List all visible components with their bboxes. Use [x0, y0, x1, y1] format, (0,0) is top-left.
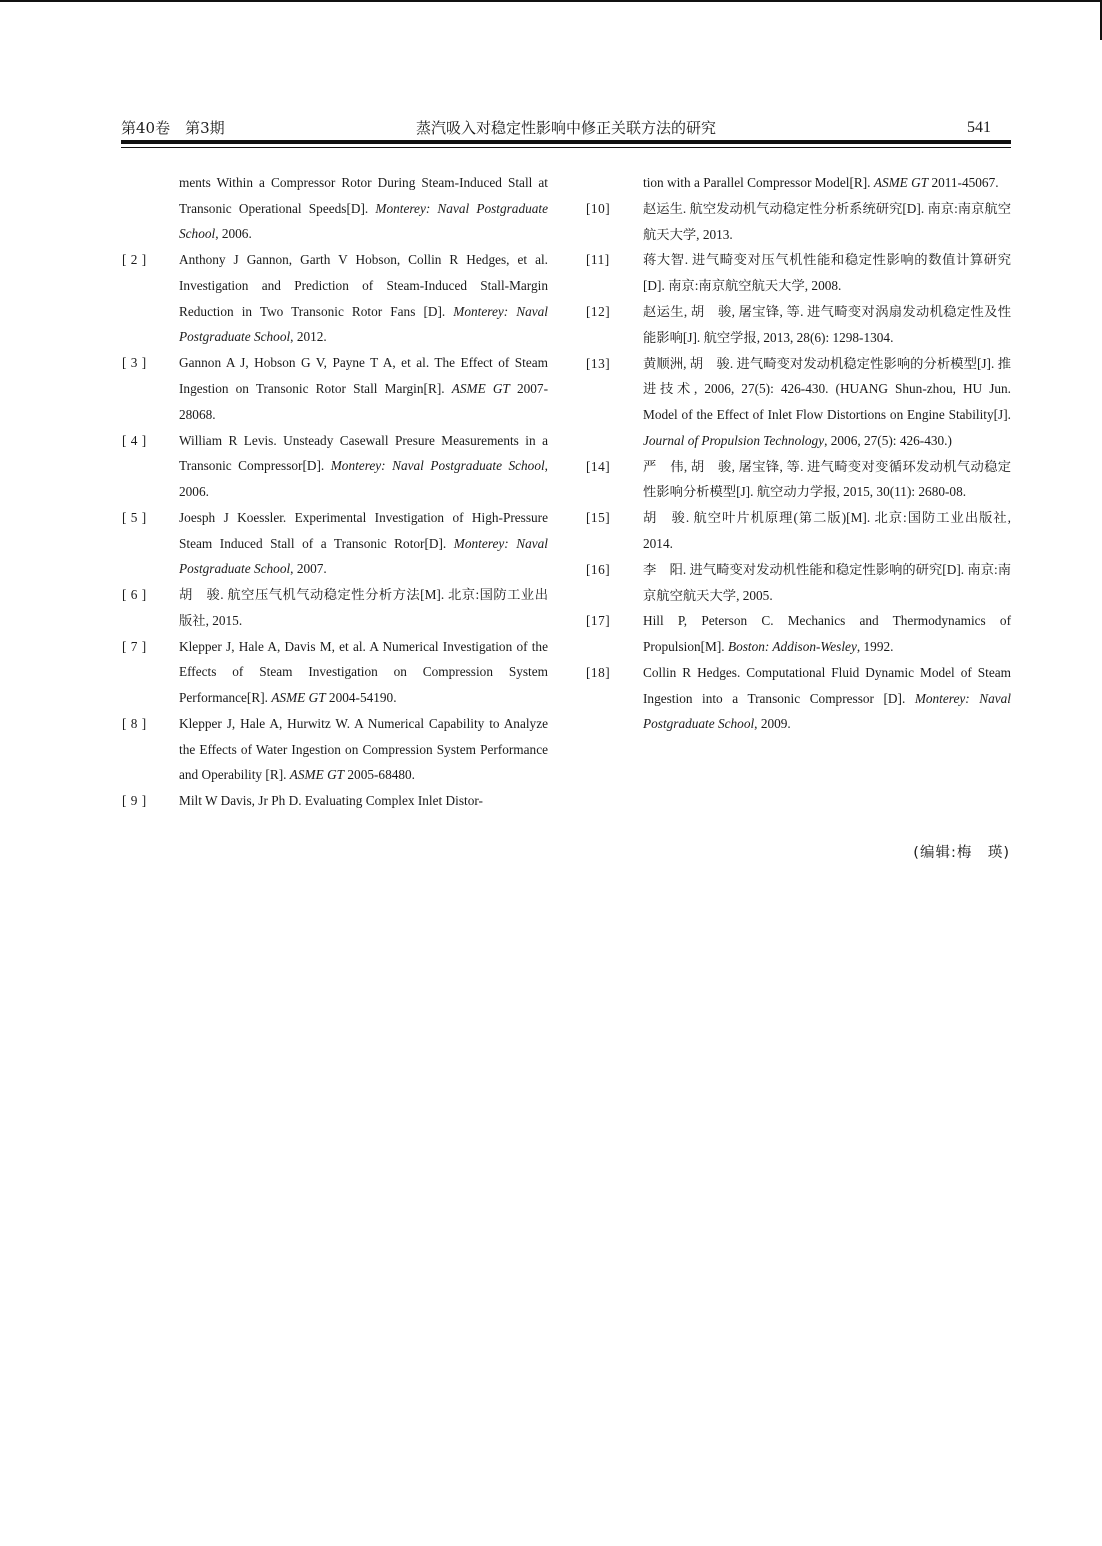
reference-number: [ 2 ] — [122, 252, 147, 268]
reference-segment: Klepper J, Hale A, Davis M, et al. A Numerical Investigation of the Effects of Steam Investigation on Compression System Performance[R]. — [179, 638, 548, 706]
reference-number: [ 9 ] — [122, 793, 147, 809]
reference-italic-segment: Monterey: Naval Postgraduate School — [330, 458, 545, 474]
reference-segment: 胡 骏. 航空叶片机原理(第二版)[M]. 北京:国防工业出版社, 2014. — [643, 510, 1011, 551]
reference-text — [179, 711, 548, 788]
reference-item — [586, 196, 1011, 247]
reference-segment: , 2007. — [290, 561, 327, 577]
reference-segment: 2007-28068. — [179, 381, 548, 422]
reference-number: [18] — [586, 665, 611, 681]
reference-item — [122, 505, 548, 582]
reference-text — [643, 299, 1011, 350]
reference-item — [586, 454, 1011, 505]
reference-number: [ 7 ] — [122, 638, 147, 654]
reference-number: [ 8 ] — [122, 716, 147, 732]
reference-segment: William R Levis. Unsteady Casewall Presure Measurements in a Transonic Compressor[D]. — [179, 432, 548, 474]
reference-segment: , 2006. — [179, 458, 548, 499]
reference-number: [10] — [586, 200, 611, 216]
reference-number: [16] — [586, 561, 611, 577]
reference-italic-segment: ASME GT — [271, 690, 326, 706]
reference-number: [ 5 ] — [122, 509, 147, 525]
reference-item — [586, 299, 1011, 350]
reference-number: [ 4 ] — [122, 432, 147, 448]
top-border-line — [0, 0, 1102, 2]
reference-number: [13] — [586, 355, 611, 371]
reference-segment: 赵运生, 胡 骏, 屠宝锋, 等. 进气畸变对涡扇发动机稳定性及性能影响[J]. 航空学报, 2013, 28(6): 1298-1304. — [643, 304, 1011, 345]
reference-text — [643, 505, 1011, 556]
reference-segment: , 2012. — [290, 329, 327, 345]
running-title: 蒸汽吸入对稳定性影响中修正关联方法的研究 — [415, 119, 716, 137]
reference-segment: Milt W Davis, Jr Ph D. Evaluating Complex Inlet Distor- — [179, 793, 483, 809]
page-number: 541 — [967, 119, 991, 136]
references-left-column — [122, 170, 548, 814]
reference-segment: 胡 骏. 航空压气机气动稳定性分析方法[M]. 北京:国防工业出版社, 2015. — [179, 587, 548, 628]
reference-item — [586, 505, 1011, 556]
reference-item — [122, 170, 548, 247]
references-right-column — [586, 170, 1011, 737]
reference-segment: 2004-54190. — [325, 690, 397, 706]
reference-number: [11] — [586, 252, 610, 268]
reference-segment: ments Within a Compressor Rotor During Steam-Induced Stall at Transonic Operational Speeds[D]. — [179, 175, 548, 216]
reference-item — [122, 634, 548, 711]
volume-issue: 第40卷 第3期 — [121, 119, 225, 137]
reference-item — [122, 247, 548, 350]
reference-text — [179, 350, 548, 427]
reference-text — [643, 660, 1011, 737]
reference-segment: 李 阳. 进气畸变对发动机性能和稳定性影响的研究[D]. 南京:南京航空航天大学, 2005. — [643, 561, 1011, 603]
reference-number: [ 3 ] — [122, 355, 147, 371]
reference-text — [179, 505, 548, 582]
reference-number: [17] — [586, 613, 611, 629]
reference-segment: , 2006. — [215, 226, 252, 242]
header-rule-thin — [121, 147, 1011, 148]
header-rule-thick — [121, 140, 1011, 144]
reference-segment: Joesph J Koessler. Experimental Investigation of High-Pressure Steam Induced Stall of a Transonic Rotor[D]. — [179, 509, 548, 551]
reference-number: [ 6 ] — [122, 587, 147, 603]
reference-segment: , 2006, 27(5): 426-430.) — [824, 432, 952, 448]
reference-segment: 严 伟, 胡 骏, 屠宝锋, 等. 进气畸变对变循环发动机气动稳定性影响分析模型[J]. 航空动力学报, 2015, 30(11): 2680-08. — [643, 458, 1011, 500]
reference-item — [122, 428, 548, 505]
reference-segment: 黄顺洲, 胡 骏. 进气畸变对发动机稳定性影响的分析模型[J]. 推进技术, 2006, 27(5): 426-430. (HUANG Shun-zhou, HU Jun. Model of the Effect of Inlet Flow Distortions on Engine Stability[J]. — [643, 355, 1011, 423]
reference-text — [643, 454, 1011, 505]
reference-text — [179, 428, 548, 505]
reference-number: [15] — [586, 510, 611, 526]
reference-item — [586, 170, 1011, 196]
reference-text — [643, 196, 1011, 247]
reference-segment: Klepper J, Hale A, Hurwitz W. A Numerical Capability to Analyze the Effects of Water Ingestion on Compression System Performance and Operability [R]. — [179, 716, 548, 783]
reference-number: [12] — [586, 304, 611, 320]
reference-item — [586, 660, 1011, 737]
reference-text — [179, 247, 548, 350]
reference-text — [179, 634, 548, 711]
reference-item — [122, 582, 548, 633]
reference-italic-segment: ASME GT — [289, 767, 345, 783]
reference-italic-segment: ASME GT — [451, 381, 510, 396]
reference-segment: tion with a Parallel Compressor Model[R]. — [643, 175, 874, 190]
reference-text — [643, 351, 1011, 454]
reference-item — [122, 788, 548, 814]
reference-italic-segment: Monterey: Naval Postgraduate School — [643, 690, 1011, 732]
reference-item — [586, 608, 1011, 659]
running-header — [121, 116, 1011, 140]
reference-item — [122, 711, 548, 788]
reference-segment: 2005-68480. — [344, 767, 415, 783]
reference-item — [586, 351, 1011, 454]
reference-text — [179, 788, 548, 814]
reference-segment: 赵运生. 航空发动机气动稳定性分析系统研究[D]. 南京:南京航空航天大学, 2013. — [643, 200, 1011, 242]
reference-text — [179, 170, 548, 247]
reference-segment: 2011-45067. — [928, 175, 999, 190]
reference-segment: , 2009. — [754, 716, 791, 732]
reference-italic-segment: Monterey: Naval Postgraduate School — [179, 535, 548, 577]
reference-italic-segment: Journal of Propulsion Technology — [643, 432, 825, 448]
reference-text — [643, 608, 1011, 659]
reference-italic-segment: ASME GT — [873, 175, 929, 190]
reference-italic-segment: Monterey: Naval Postgraduate School — [179, 200, 548, 242]
reference-segment: 蒋大智. 进气畸变对压气机性能和稳定性影响的数值计算研究[D]. 南京:南京航空航天大学, 2008. — [643, 252, 1011, 294]
reference-text — [643, 170, 1011, 196]
reference-text — [643, 557, 1011, 608]
reference-text — [179, 582, 548, 633]
reference-item — [122, 350, 548, 427]
reference-number: [14] — [586, 458, 611, 474]
reference-segment: Anthony J Gannon, Garth V Hobson, Collin R Hedges, et al. Investigation and Prediction of Steam-Induced Stall-Margin Reduction in Two Transonic Rotor Fans [D]. — [179, 252, 548, 319]
reference-item — [586, 247, 1011, 298]
reference-segment: Gannon A J, Hobson G V, Payne T A, et al. The Effect of Steam Ingestion on Transonic Rotor Stall Margin[R]. — [179, 355, 548, 396]
reference-segment: , 1992. — [856, 639, 894, 655]
reference-segment: Collin R Hedges. Computational Fluid Dynamic Model of Steam Ingestion into a Transonic Compressor [D]. — [643, 665, 1011, 706]
reference-item — [586, 557, 1011, 608]
reference-italic-segment: Monterey: Naval Postgraduate School — [179, 303, 549, 345]
reference-text — [643, 247, 1011, 298]
editor-credit: (编辑:梅 瑛) — [913, 845, 1010, 861]
reference-italic-segment: Boston: Addison-Wesley — [727, 639, 857, 655]
reference-segment: Hill P, Peterson C. Mechanics and Thermodynamics of Propulsion[M]. — [643, 613, 1011, 655]
